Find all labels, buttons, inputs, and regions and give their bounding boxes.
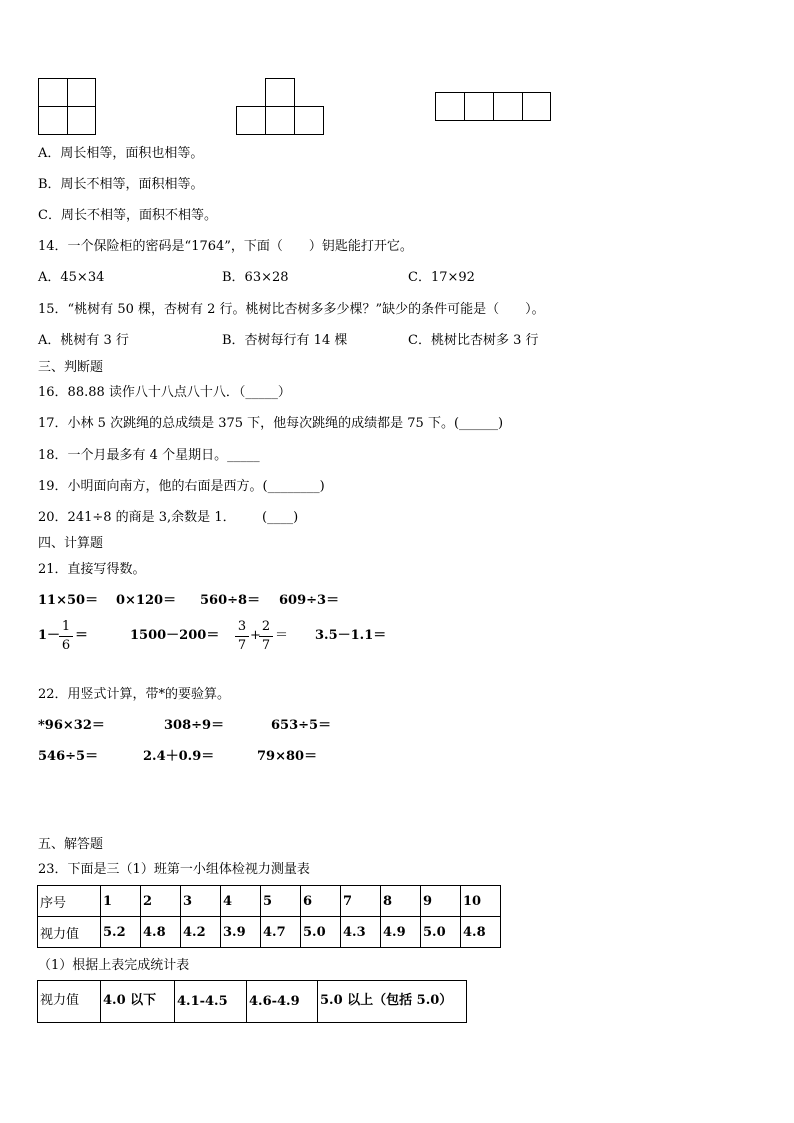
cell-value: 4.2	[181, 917, 221, 948]
q14-option-a: A．45×34	[38, 270, 105, 285]
q17-text: 17．小林 5 次跳绳的总成绩是 375 下，他每次跳绳的成绩都是 75 下。	[38, 416, 454, 431]
q22-item-3: 653÷5＝	[271, 718, 332, 733]
section-3-title: 三、判断题	[38, 360, 104, 375]
q17	[38, 416, 503, 432]
q21-fraction-1	[59, 619, 73, 654]
cell-number: 7	[341, 886, 381, 917]
q16	[38, 385, 291, 401]
q20-blank: (____)	[262, 510, 299, 525]
q15-option-a: A．桃树有 3 行	[38, 333, 129, 348]
cell-value: 5.2	[101, 917, 141, 948]
q19-text: 19．小明面向南方，他的右面是西方。	[38, 479, 263, 494]
row-head-value: 视力值	[38, 917, 101, 948]
cell-number: 1	[101, 886, 141, 917]
fraction-2-denominator: 7	[237, 638, 247, 653]
table-row-values	[38, 917, 501, 948]
stats-head-label: 视力值	[38, 981, 101, 1023]
fraction-1-bar	[59, 636, 73, 637]
q21-item-4: 609÷3＝	[279, 593, 340, 608]
cell-number: 6	[301, 886, 341, 917]
q14-option-b: B．63×28	[222, 270, 289, 285]
row-head-number: 序号	[38, 886, 101, 917]
q13-option-b: B．周长不相等，面积相等。	[38, 177, 204, 192]
q19-blank: (________)	[262, 479, 325, 494]
q22-item-4: 546÷5＝	[38, 749, 99, 764]
cell-number: 2	[141, 886, 181, 917]
cell-value: 5.0	[421, 917, 461, 948]
q19	[38, 479, 325, 495]
q21-item-1: 11×50＝	[38, 593, 99, 608]
fraction-3-bar	[259, 636, 273, 637]
cell-value: 4.9	[381, 917, 421, 948]
q15-stem: 15．“桃树有 50 棵，杏树有 2 行。桃树比杏树多多少棵？”缺少的条件可能是（ ）。	[38, 302, 545, 317]
q22-item-2: 308÷9＝	[164, 718, 225, 733]
q15-option-c: C．桃树比杏树多 3 行	[408, 333, 539, 348]
q13-option-c: C．周长不相等，面积不相等。	[38, 208, 217, 223]
cell-value: 4.8	[461, 917, 501, 948]
vision-data-table	[37, 885, 501, 948]
stats-range-4-6-to-4-9: 4.6-4.9	[247, 981, 318, 1023]
fraction-2-bar	[235, 636, 249, 637]
q16-text: 16．88.88 读作八十八点八十八．	[38, 385, 239, 400]
q21-fraction-3	[259, 619, 273, 654]
q14-option-c: C．17×92	[408, 270, 475, 285]
q21-one-minus: 1－	[38, 628, 61, 643]
q21-plus: +	[250, 628, 261, 643]
q22-item-6: 79×80＝	[257, 749, 318, 764]
section-4-title: 四、计算题	[38, 536, 104, 551]
cell-number: 8	[381, 886, 421, 917]
cell-number: 10	[461, 886, 501, 917]
q22-item-1: *96×32＝	[38, 718, 105, 733]
vision-stats-table	[37, 980, 467, 1023]
cell-number: 5	[261, 886, 301, 917]
cell-number: 3	[181, 886, 221, 917]
stats-range-5-and-above: 5.0 以上（包括 5.0）	[318, 981, 467, 1023]
fraction-1-numerator: 1	[61, 619, 71, 634]
q21-fraction-2	[235, 619, 249, 654]
q13-option-a: A．周长相等，面积也相等。	[38, 146, 204, 161]
q20-text: 20．241÷8 的商是 3,余数是 1．	[38, 510, 236, 525]
cell-value: 4.8	[141, 917, 181, 948]
q21-eq-3: ＝	[275, 628, 289, 643]
table-row-numbers	[38, 886, 501, 917]
q21-eq-1: ＝	[75, 628, 89, 643]
cell-value: 4.7	[261, 917, 301, 948]
stats-header-row	[38, 981, 467, 1023]
q21-item-8: 3.5－1.1＝	[315, 628, 387, 643]
stats-range-below-4: 4.0 以下	[101, 981, 175, 1023]
fraction-1-denominator: 6	[61, 638, 71, 653]
q22-item-5: 2.4＋0.9＝	[143, 749, 215, 764]
q18-text: 18．一个月最多有 4 个星期日。	[38, 448, 228, 463]
q21-item-3: 560÷8＝	[200, 593, 261, 608]
q18-blank: _____	[227, 448, 260, 463]
cell-number: 9	[421, 886, 461, 917]
q14-stem: 14．一个保险柜的密码是“1764”，下面（ ）钥匙能打开它。	[38, 239, 413, 254]
stats-range-4-1-to-4-5: 4.1-4.5	[175, 981, 247, 1023]
q22-stem: 22．用竖式计算，带*的要验算。	[38, 687, 231, 702]
q17-blank: (______)	[453, 416, 504, 431]
section-5-title: 五、解答题	[38, 837, 104, 852]
q16-blank: （_____）	[238, 385, 291, 400]
fraction-3-denominator: 7	[261, 638, 271, 653]
cell-value: 5.0	[301, 917, 341, 948]
q23-stem: 23．下面是三（1）班第一小组体检视力测量表	[38, 862, 310, 877]
cell-value: 3.9	[221, 917, 261, 948]
q21-stem: 21．直接写得数。	[38, 562, 146, 577]
q21-item-6: 1500－200＝	[130, 628, 220, 643]
q18	[38, 448, 260, 464]
cell-value: 4.3	[341, 917, 381, 948]
fraction-2-numerator: 3	[237, 619, 247, 634]
q21-item-2: 0×120＝	[116, 593, 177, 608]
q23-sub1: （1）根据上表完成统计表	[38, 958, 190, 973]
fraction-3-numerator: 2	[261, 619, 271, 634]
cell-number: 4	[221, 886, 261, 917]
q15-option-b: B．杏树每行有 14 棵	[222, 333, 348, 348]
